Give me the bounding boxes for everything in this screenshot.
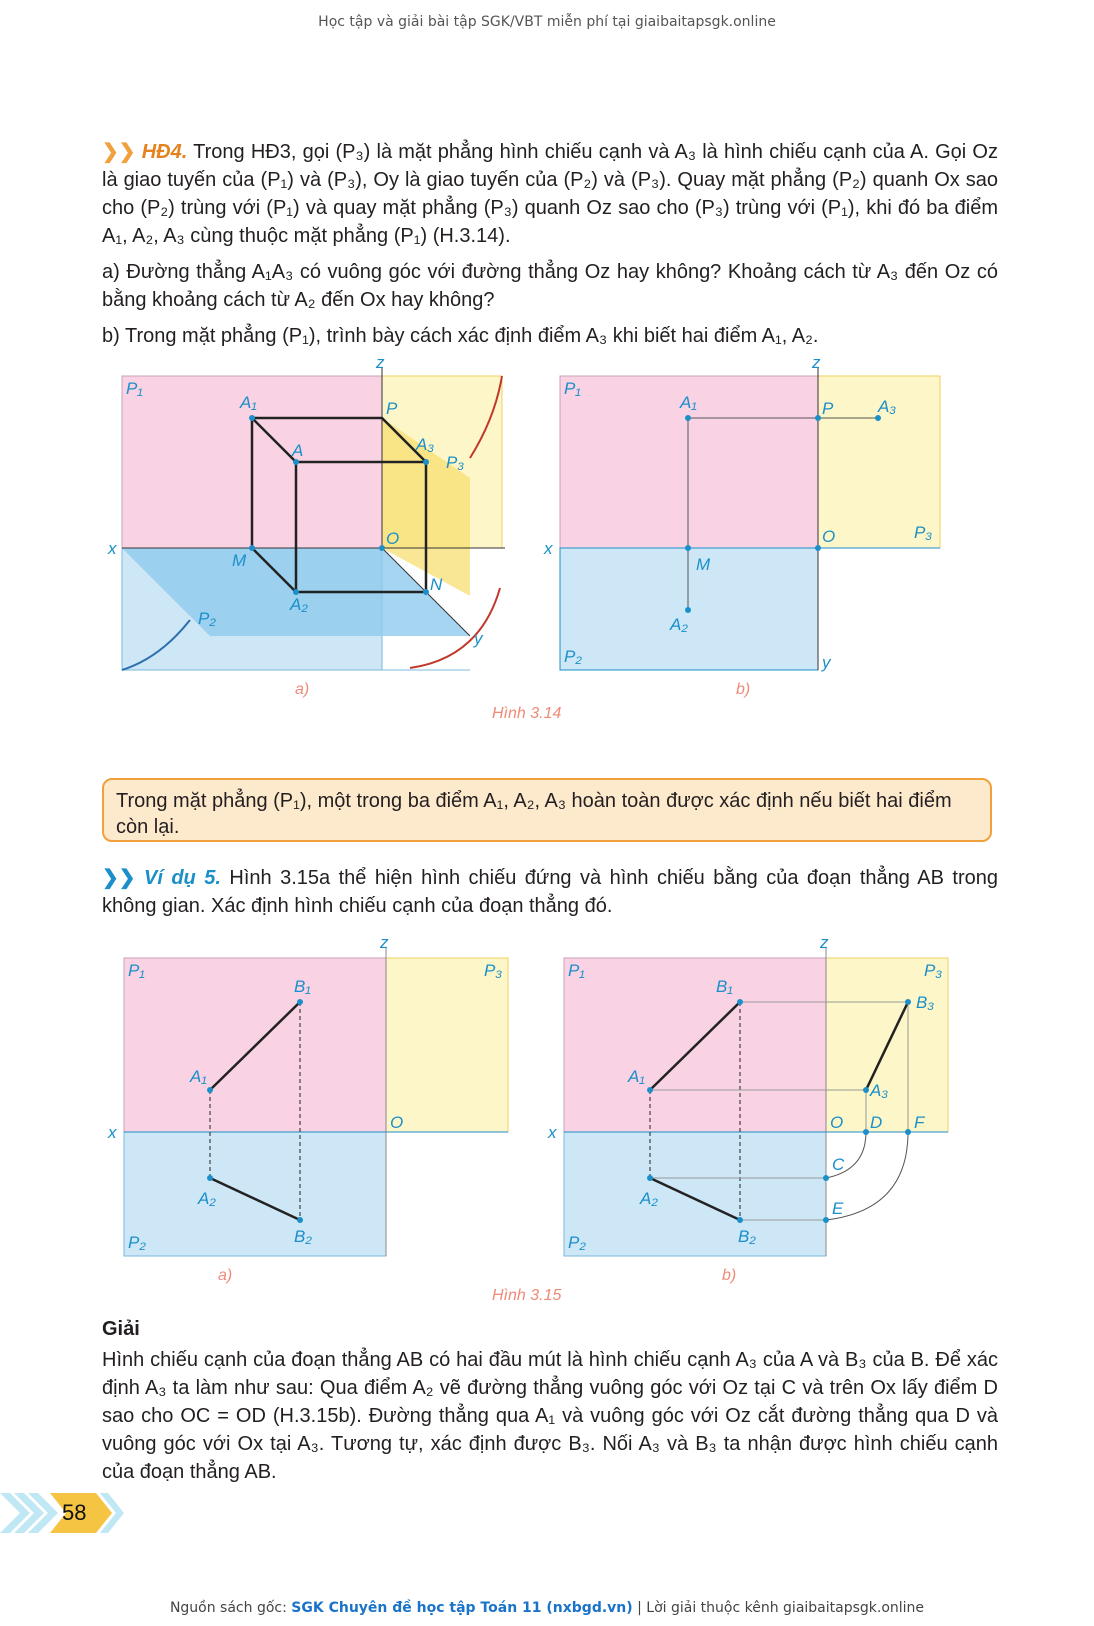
label-z-d: z bbox=[820, 933, 829, 952]
label-a1-d: A₁ bbox=[628, 1067, 645, 1086]
fig314-sub-a: a) bbox=[295, 681, 310, 698]
fig314-caption: Hình 3.14 bbox=[492, 705, 562, 722]
example5 bbox=[102, 864, 998, 920]
label-p3-b: P₃ bbox=[914, 523, 933, 542]
label-b2-c: B₂ bbox=[294, 1227, 312, 1246]
page-footer bbox=[0, 1600, 1094, 1616]
fig315-sub-a: a) bbox=[218, 1267, 233, 1284]
label-x-c: x bbox=[108, 1123, 117, 1142]
label-p2-b: P₂ bbox=[564, 647, 582, 666]
solution-text: Hình chiếu cạnh của đoạn thẳng AB có hai đầu mút là hình chiếu cạnh A₃ của A và B₃ của B. Để xác định A₃ ta làm như sau: Qua điểm A₂ vẽ đường thẳng vuông góc với Oz tại C và trên Ox lấy điểm D sao cho OC = OD (H.3.15b). Đường thẳng qua A₁ và vuông góc với Oz cắt đường thẳng qua D và vuông góc với Ox tại A₃. Tương tự, xác định được B₃. Nối A₃ và B₃ ta nhận được hình chiếu cạnh của đoạn thẳng AB. bbox=[102, 1349, 998, 1483]
label-a2-d: A₂ bbox=[640, 1189, 658, 1208]
label-a1-c: A₁ bbox=[190, 1067, 207, 1086]
figure-3-14 bbox=[100, 358, 1000, 728]
label-d-d: D bbox=[870, 1113, 883, 1132]
hd4-intro bbox=[102, 138, 998, 250]
hd4-question-a: a) Đường thẳng A₁A₃ có vuông góc với đường thẳng Oz hay không? Khoảng cách từ A₃ đến Oz có bằng khoảng cách từ A₂ đến Ox hay không? bbox=[102, 261, 998, 311]
example5-label: Ví dụ 5. bbox=[143, 867, 221, 889]
hd4-label: HĐ4. bbox=[141, 141, 188, 163]
label-a: A bbox=[292, 441, 304, 460]
page-number: 58 bbox=[62, 1500, 87, 1525]
label-p3-d: P₃ bbox=[924, 961, 943, 980]
figure-3-14b bbox=[543, 358, 940, 672]
fig314-sub-b: b) bbox=[736, 681, 751, 698]
label-b1-c: B₁ bbox=[294, 977, 311, 996]
label-o-d: O bbox=[830, 1113, 844, 1132]
label-y: y bbox=[474, 629, 483, 648]
label-z-c: z bbox=[380, 933, 389, 952]
figure-3-15 bbox=[100, 930, 1000, 1310]
label-o-b: O bbox=[822, 527, 836, 546]
label-a2-b: A₂ bbox=[670, 615, 688, 634]
label-z-b: z bbox=[812, 358, 821, 372]
page-header: Học tập và giải bài tập SGK/VBT miễn phí tại giaibaitapsgk.online bbox=[318, 14, 776, 30]
label-c-d: C bbox=[832, 1155, 845, 1174]
figure-3-15b bbox=[547, 933, 948, 1256]
fig315-sub-b: b) bbox=[722, 1267, 737, 1284]
hd4-intro-text: Trong HĐ3, gọi (P₃) là mặt phẳng hình chiếu cạnh và A₃ là hình chiếu cạnh của A. Gọi Oz là giao tuyến của (P₁) và (P₃), Oy là giao tuyến của (P₂) và (P₃). Quay mặt phẳng (P₂) quanh Ox sao cho (P₂) trùng với (P₁) và quay mặt phẳng (P₃) quanh Oz sao cho (P₃) trùng với (P₁), khi đó ba điểm A₁, A₂, A₃ cùng thuộc mặt phẳng (P₁) (H.3.14). bbox=[102, 141, 998, 247]
label-p1-d: P₁ bbox=[568, 961, 585, 980]
hd4-question-b: b) Trong mặt phẳng (P₁), trình bày cách xác định điểm A₃ khi biết hai điểm A₁, A₂. bbox=[102, 325, 819, 347]
label-m-b: M bbox=[696, 555, 711, 574]
label-a2: A₂ bbox=[290, 595, 308, 614]
label-f-d: F bbox=[914, 1113, 925, 1132]
label-x-b: x bbox=[544, 539, 553, 558]
label-e-d: E bbox=[832, 1199, 844, 1218]
label-p3: P₃ bbox=[446, 453, 465, 472]
label-b3-d: B₃ bbox=[916, 993, 935, 1012]
example5-text: Hình 3.15a thể hiện hình chiếu đứng và hình chiếu bằng của đoạn thẳng AB trong không gian. Xác định hình chiếu cạnh của đoạn thẳng đó. bbox=[102, 867, 999, 917]
footer-source-link[interactable]: SGK Chuyên đề học tập Toán 11 (nxbgd.vn) bbox=[291, 1600, 633, 1616]
label-p1-b: P₁ bbox=[564, 379, 581, 398]
note-box: Trong mặt phẳng (P₁), một trong ba điểm A₁, A₂, A₃ hoàn toàn được xác định nếu biết hai điểm còn lại. bbox=[102, 778, 992, 842]
label-p2-d: P₂ bbox=[568, 1233, 586, 1252]
label-y-b: y bbox=[822, 653, 831, 672]
label-o: O bbox=[386, 529, 400, 548]
chevron-right-icon: ❯❯ bbox=[102, 141, 136, 163]
label-a3-b: A₃ bbox=[878, 397, 897, 416]
figure-3-14a bbox=[107, 358, 505, 670]
label-b1-d: B₁ bbox=[716, 977, 733, 996]
chevron-right-icon: ❯❯ bbox=[102, 867, 136, 889]
label-p1-c: P₁ bbox=[128, 961, 145, 980]
label-p2: P₂ bbox=[198, 609, 216, 628]
label-m: M bbox=[232, 551, 247, 570]
label-x: x bbox=[108, 539, 117, 558]
label-a3-d: A₃ bbox=[870, 1081, 889, 1100]
footer-prefix: Nguồn sách gốc: bbox=[169, 1600, 292, 1616]
label-p: P bbox=[386, 399, 398, 418]
label-z: z bbox=[376, 358, 385, 372]
label-a2-c: A₂ bbox=[198, 1189, 216, 1208]
label-p2-c: P₂ bbox=[128, 1233, 146, 1252]
label-o-c: O bbox=[390, 1113, 404, 1132]
label-a3: A₃ bbox=[416, 435, 435, 454]
label-a1-b: A₁ bbox=[680, 393, 697, 412]
figure-3-15a bbox=[107, 933, 508, 1256]
label-p-b: P bbox=[822, 399, 834, 418]
label-x-d: x bbox=[548, 1123, 557, 1142]
label-b2-d: B₂ bbox=[738, 1227, 756, 1246]
fig315-caption: Hình 3.15 bbox=[492, 1287, 562, 1304]
solution-title: Giải bbox=[102, 1318, 140, 1340]
label-a1: A₁ bbox=[240, 393, 257, 412]
footer-suffix: | Lời giải thuộc kênh giaibaitapsgk.online bbox=[632, 1600, 925, 1616]
label-p1: P₁ bbox=[126, 379, 143, 398]
label-n: N bbox=[430, 575, 443, 594]
label-p3-c: P₃ bbox=[484, 961, 503, 980]
